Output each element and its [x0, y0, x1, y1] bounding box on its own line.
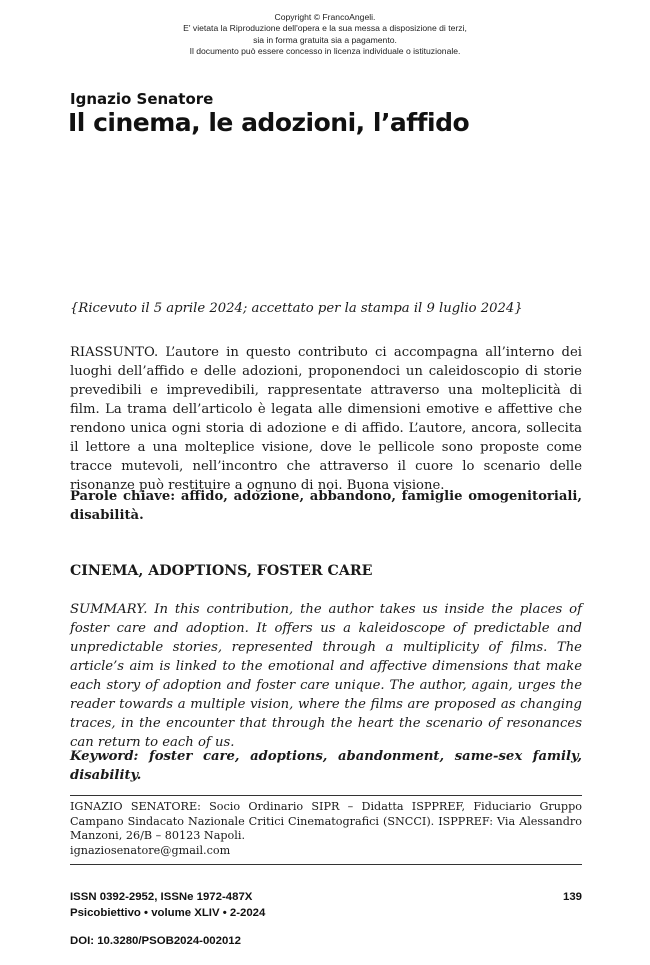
copyright-notice [100, 12, 550, 58]
article-title: Il cinema, le adozioni, l’affido [68, 108, 470, 137]
copyright-line: Copyright © FrancoAngeli. [274, 12, 376, 22]
page-number: 139 [562, 891, 582, 903]
english-title: CINEMA, ADOPTIONS, FOSTER CARE [70, 563, 373, 579]
keywords-italian: Parole chiave: affido, adozione, abbandono, famiglie omogenitoriali, disabilità. [70, 489, 582, 523]
divider [70, 795, 582, 796]
copyright-line: sia in forma gratuita sia a pagamento. [253, 34, 397, 45]
received-dates: {Ricevuto il 5 aprile 2024; accettato per la stampa il 9 luglio 2024} [70, 301, 523, 316]
journal-info: Psicobiettivo • volume XLIV • 2-2024 [70, 907, 266, 919]
copyright-line: Il documento può essere concesso in licenza individuale o istituzionale. [189, 46, 461, 57]
copyright-line: E' vietata la Riproduzione dell'opera e la sua messa a disposizione di terzi, [183, 23, 467, 34]
author-affiliation-note [70, 800, 582, 858]
affiliation-text: IGNAZIO SENATORE: Socio Ordinario SIPR – Didatta ISPPREF, Fiduciario Gruppo Campano Sindacato Nazionale Critici Cinematografici (SNCCI). ISPPREF: Via Alessandro Manzoni, 26/B – 80123 Napoli. [70, 800, 582, 842]
divider [70, 864, 582, 865]
issn: ISSN 0392-2952, ISSNe 1972-487X [70, 891, 253, 903]
abstract-italian: RIASSUNTO. L’autore in questo contributo ci accompagna all’interno dei luoghi dell’affido e delle adozioni, proponendoci un caleidoscopio di storie prevedibili e imprevedibili, rappresentate attraverso una molteplicità di film. La trama dell’articolo è legata alle dimensioni emotive e affettive che rendono unica ogni storia di adozione e di affido. L’autore, ancora, sollecita il lettore a una molteplice visione, dove le pellicole sono proposte come tracce mutevoli, nell’incontro che attraverso il cuore lo scenario delle risonanze può restituire a ognuno di noi. Buona visione. [70, 345, 582, 493]
summary-english: SUMMARY. In this contribution, the author takes us inside the places of foster care and adoption. It offers us a kaleidoscope of predictable and unpredictable stories, represented through a multiplicity of films. The article’s aim is linked to the emotional and affective dimensions that make each story of adoption and foster care unique. The author, again, urges the reader towards a multiple vision, where the films are proposed as changing traces, in the encounter that through the heart the scenario of resonances can return to each of us. [70, 602, 582, 750]
author-email[interactable]: ignaziosenatore@gmail.com [70, 843, 231, 857]
doi[interactable]: DOI: 10.3280/PSOB2024-002012 [70, 935, 241, 947]
keywords-english: Keyword: foster care, adoptions, abandonment, same-sex family, disability. [70, 749, 582, 783]
article-author: Ignazio Senatore [70, 90, 214, 108]
